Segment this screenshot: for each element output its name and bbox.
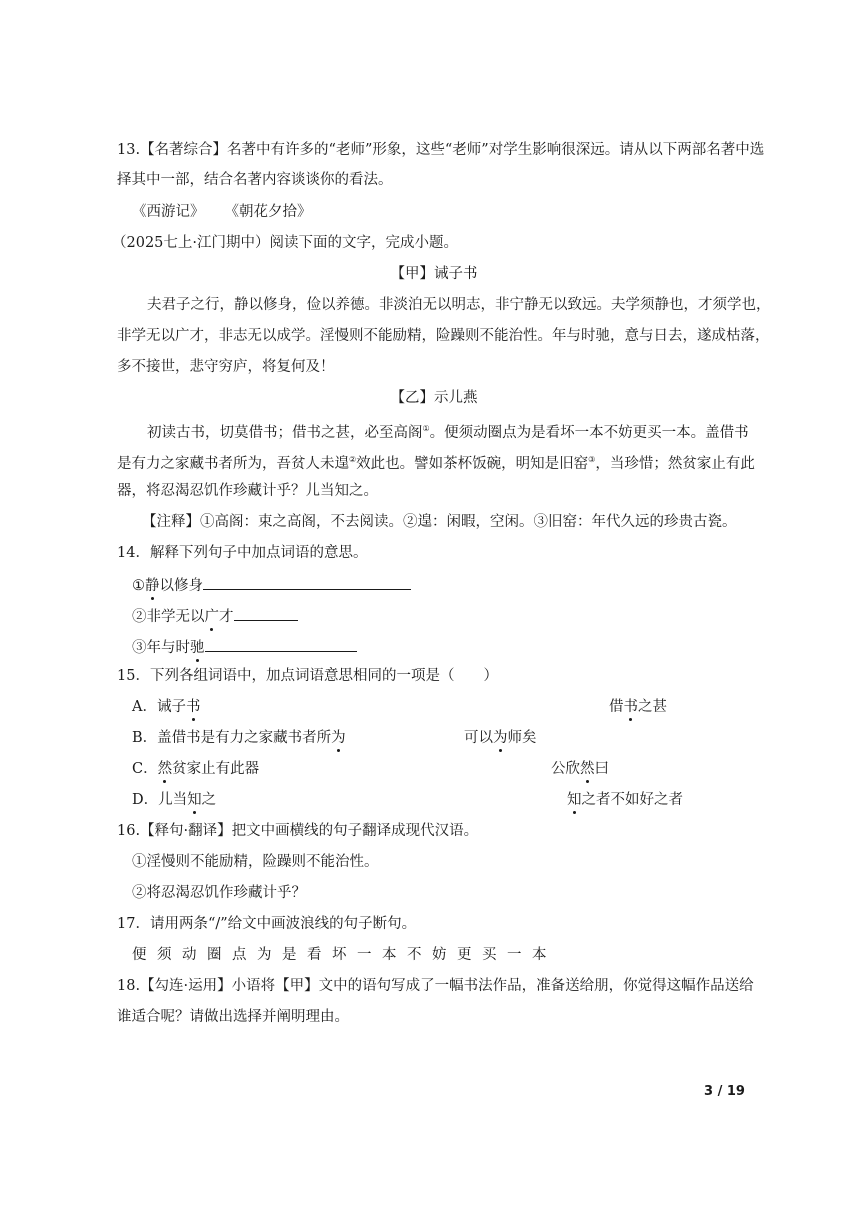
- reading-intro: （2025七上·江门期中）阅读下面的文字，完成小题。: [112, 235, 459, 251]
- annotation-notes: 【注释】①高阁：束之高阁，不去阅读。②遑：闲暇，空闲。③旧窑：年代久远的珍贵古瓷。: [142, 514, 737, 530]
- q17-sentence: 便须动圈点为是看坏一本不妨更买一本: [132, 947, 557, 963]
- q15-option-b-right: 可以为师矣: [464, 730, 537, 746]
- q15-stem: 15．下列各组词语中，加点词语意思相同的一项是（ ）: [117, 668, 498, 684]
- q15-option-c[interactable]: C．然贫家止有此器: [132, 761, 260, 777]
- text-jia-title: 【甲】诫子书: [390, 266, 478, 282]
- q16-item-1: ①淫慢则不能励精，险躁则不能治性。: [132, 854, 379, 870]
- q18-line1: 18.【勾连·运用】小语将【甲】文中的语句写成了一幅书法作品，准备送给朋，你觉得这幅作品送给: [117, 978, 754, 994]
- q14-stem: 14．解释下列句子中加点词语的意思。: [117, 545, 368, 561]
- book-option-1: 《西游记》: [132, 204, 205, 220]
- q17-stem: 17．请用两条“/”给文中画波浪线的句子断句。: [117, 916, 417, 932]
- q13-books: [132, 202, 312, 222]
- answer-blank-3[interactable]: [205, 636, 357, 652]
- answer-blank-1[interactable]: [203, 574, 411, 590]
- q18-line2: 谁适合呢？请做出选择并阐明理由。: [117, 1009, 349, 1025]
- q16-stem: 16.【释句·翻译】把文中画横线的句子翻译成现代汉语。: [117, 823, 479, 839]
- text-yi-p3: 器，将忍渴忍饥作珍藏计乎？儿当知之。: [117, 483, 378, 499]
- text-yi-title: 【乙】示儿燕: [390, 390, 478, 406]
- text-jia-p3: 多不接世，悲守穷庐，将复何及！: [117, 359, 335, 375]
- q14-item-3: ③年与时驰: [132, 636, 357, 658]
- q15-option-a[interactable]: A．诫子书: [132, 699, 201, 715]
- book-option-2: 《朝花夕拾》: [224, 204, 312, 220]
- q15-option-b[interactable]: B．盖借书是有力之家藏书者所为: [132, 730, 346, 746]
- q15-option-d-right: 知之者不如好之者: [567, 792, 683, 808]
- q13-line1: 13.【名著综合】名著中有许多的“老师”形象，这些“老师”对学生影响很深远。请从以下两部名著中选: [117, 142, 765, 158]
- page-number: 3 / 19: [704, 1084, 745, 1099]
- text-jia-p2: 非学无以广才，非志无以成学。淫慢则不能励精，险躁则不能治性。年与时驰，意与日去，遂成枯落，: [117, 328, 770, 344]
- answer-blank-2[interactable]: [234, 605, 298, 621]
- q15-option-d[interactable]: D．儿当知之: [132, 792, 217, 808]
- q15-option-a-right: 借书之甚: [609, 699, 667, 715]
- q14-item-2: ②非学无以广才: [132, 605, 298, 627]
- q13-line2: 择其中一部，结合名著内容谈谈你的看法。: [117, 172, 393, 188]
- footnote-2: ②: [349, 455, 357, 464]
- q16-item-2: ②将忍渴忍饥作珍藏计乎？: [132, 885, 306, 901]
- text-yi-p2: 是有力之家藏书者所为，吾贫人未遑②效此也。譬如茶杯饭碗，明知是旧窑③，当珍惜；然贫家止有此: [117, 455, 755, 472]
- text-yi-p1: 初读古书，切莫借书；借书之甚，必至高阁①。便须动圈点为是看坏一本不妨更买一本。盖借书: [147, 424, 749, 441]
- q15-option-c-right: 公欣然曰: [551, 761, 609, 777]
- q14-item-1: ①静以修身: [132, 574, 411, 596]
- footnote-1: ①: [422, 424, 430, 433]
- text-jia-p1: 夫君子之行，静以修身，俭以养德。非淡泊无以明志，非宁静无以致远。夫学须静也，才须学也，: [147, 297, 771, 313]
- footnote-3: ③: [588, 455, 596, 464]
